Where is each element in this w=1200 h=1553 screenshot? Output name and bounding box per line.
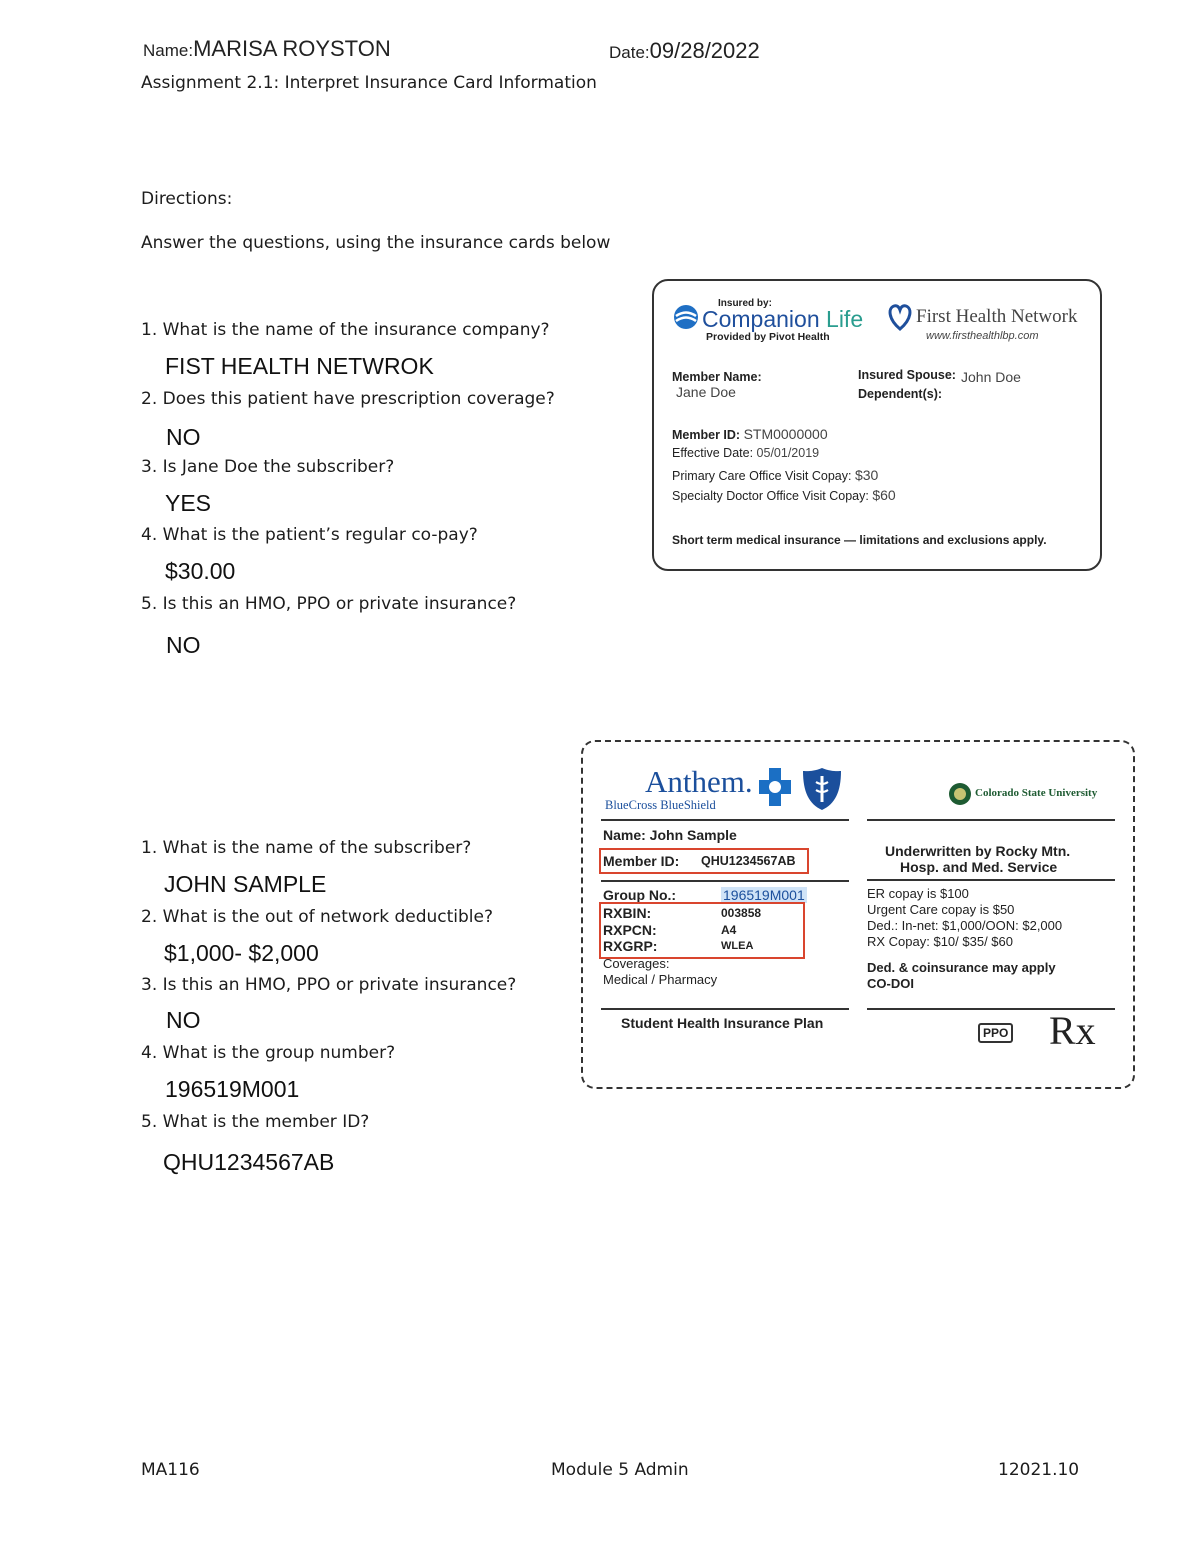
ppo-badge: PPO [978, 1023, 1013, 1043]
s1-answer-1: FIST HEALTH NETWROK [165, 353, 434, 379]
rx-symbol: Rx [1049, 1008, 1096, 1053]
pcp-copay-row [672, 467, 878, 483]
member-id-row [672, 426, 828, 442]
footer-course: MA116 [141, 1460, 200, 1480]
member-id-label: Member ID: [672, 428, 741, 442]
rxbin-label: RXBIN: [603, 905, 652, 921]
urgent-care-copay: Urgent Care copay is $50 [867, 902, 1015, 917]
plan-name: Student Health Insurance Plan [621, 1015, 824, 1031]
name-line [143, 36, 391, 62]
s1-question-1: 1. What is the name of the insurance company? [141, 320, 550, 340]
heart-icon [886, 302, 914, 332]
rx-copay-line: RX Copay: $10/ $35/ $60 [867, 934, 1013, 949]
coinsurance-line-1: Ded. & coinsurance may apply [867, 960, 1056, 975]
spouse-value: John Doe [961, 369, 1021, 385]
divider-top-left [601, 819, 849, 821]
member-id-value: STM0000000 [743, 426, 828, 442]
member-name-label: Member Name: [672, 370, 762, 384]
s2-answer-1: JOHN SAMPLE [164, 871, 327, 897]
csu-ram-icon [948, 782, 972, 806]
brand-companion: Companion [702, 306, 820, 332]
date-label: Date: [609, 43, 650, 62]
underwritten-line-2: Hosp. and Med. Service [900, 859, 1058, 875]
effective-date-row [672, 446, 819, 460]
card1-footer-note: Short term medical insurance — limitations and exclusions apply. [672, 533, 1047, 547]
blue-cross-icon [757, 766, 793, 810]
rxbin-value: 003858 [721, 906, 762, 920]
s1-question-4: 4. What is the patient’s regular co-pay? [141, 525, 478, 545]
anthem-logo: Anthem. [645, 764, 753, 799]
s2-answer-3: NO [166, 1007, 201, 1033]
student-name: MARISA ROYSTON [193, 36, 391, 61]
date-value: 09/28/2022 [649, 38, 760, 63]
coverages-label: Coverages: [603, 956, 670, 971]
s1-question-2: 2. Does this patient have prescription coverage? [141, 389, 555, 409]
rxgrp-label: RXGRP: [603, 938, 658, 954]
directions-text: Answer the questions, using the insurance cards below [141, 233, 611, 253]
underwritten-line-1: Underwritten by Rocky Mtn. [885, 843, 1071, 859]
group-value: 196519M001 [723, 887, 805, 903]
coverages-value: Medical / Pharmacy [603, 972, 718, 987]
blue-shield-icon [801, 766, 843, 812]
dependents-label: Dependent(s): [858, 387, 943, 401]
s1-answer-3: YES [165, 490, 212, 516]
insured-by-label: Insured by: [718, 298, 772, 309]
companion-life-card [652, 279, 1102, 571]
effective-value: 05/01/2019 [756, 446, 820, 460]
rxpcn-value: A4 [721, 923, 737, 937]
s1-answer-4: $30.00 [165, 558, 236, 584]
date-line [609, 38, 760, 64]
card2-member-id-value: QHU1234567AB [701, 854, 796, 868]
s1-answer-2: NO [166, 424, 201, 450]
divider-bottom-left [601, 1008, 849, 1010]
deductible-line: Ded.: In-net: $1,000/OON: $2,000 [867, 918, 1063, 933]
rxpcn-label: RXPCN: [603, 922, 657, 938]
anthem-sub: BlueCross BlueShield [605, 798, 716, 812]
assignment-title: Assignment 2.1: Interpret Insurance Card Information [141, 73, 597, 93]
s1-answer-5: NO [166, 632, 201, 658]
s2-answer-2: $1,000- $2,000 [164, 940, 319, 966]
specialty-copay-row [672, 487, 896, 503]
specialty-value: $60 [872, 487, 896, 503]
anthem-card [581, 740, 1135, 1089]
card2-name-line: Name: John Sample [603, 827, 737, 843]
pcp-value: $30 [854, 467, 879, 483]
name-label: Name: [143, 41, 194, 60]
s2-question-3: 3. Is this an HMO, PPO or private insurance? [141, 975, 517, 995]
provided-by: Provided by Pivot Health [706, 331, 830, 343]
rxgrp-value: WLEA [721, 940, 754, 952]
pcp-label: Primary Care Office Visit Copay: [672, 469, 852, 483]
s2-question-2: 2. What is the out of network deductible? [141, 907, 494, 927]
divider-mid-left [601, 880, 849, 882]
specialty-label: Specialty Doctor Office Visit Copay: [672, 489, 869, 503]
university-name: Colorado State University [975, 787, 1098, 799]
divider-top-right [867, 819, 1115, 821]
s1-question-5: 5. Is this an HMO, PPO or private insurance? [141, 594, 517, 614]
first-health-network-logo: First Health Network [916, 306, 1078, 327]
companion-life-logo [702, 306, 863, 333]
network-url: www.firsthealthlbp.com [926, 330, 1039, 342]
coinsurance-line-2: CO-DOI [867, 976, 914, 991]
brand-life: Life [826, 306, 864, 332]
member-name-value: Jane Doe [676, 384, 736, 400]
s2-question-5: 5. What is the member ID? [141, 1112, 370, 1132]
divider-mid-right [867, 879, 1115, 881]
effective-label: Effective Date: [672, 446, 754, 460]
er-copay: ER copay is $100 [867, 886, 969, 901]
footer-version: 12021.10 [998, 1460, 1080, 1480]
group-label: Group No.: [603, 887, 677, 903]
companion-globe-icon [672, 303, 700, 331]
s2-answer-4: 196519M001 [165, 1076, 300, 1102]
spouse-label: Insured Spouse: [858, 368, 956, 382]
s2-question-4: 4. What is the group number? [141, 1043, 396, 1063]
card2-member-id-label: Member ID: [603, 853, 680, 869]
s2-answer-5: QHU1234567AB [163, 1149, 335, 1175]
directions-heading: Directions: [141, 189, 233, 209]
s2-question-1: 1. What is the name of the subscriber? [141, 838, 472, 858]
footer-module: Module 5 Admin [551, 1460, 689, 1480]
s1-question-3: 3. Is Jane Doe the subscriber? [141, 457, 395, 477]
